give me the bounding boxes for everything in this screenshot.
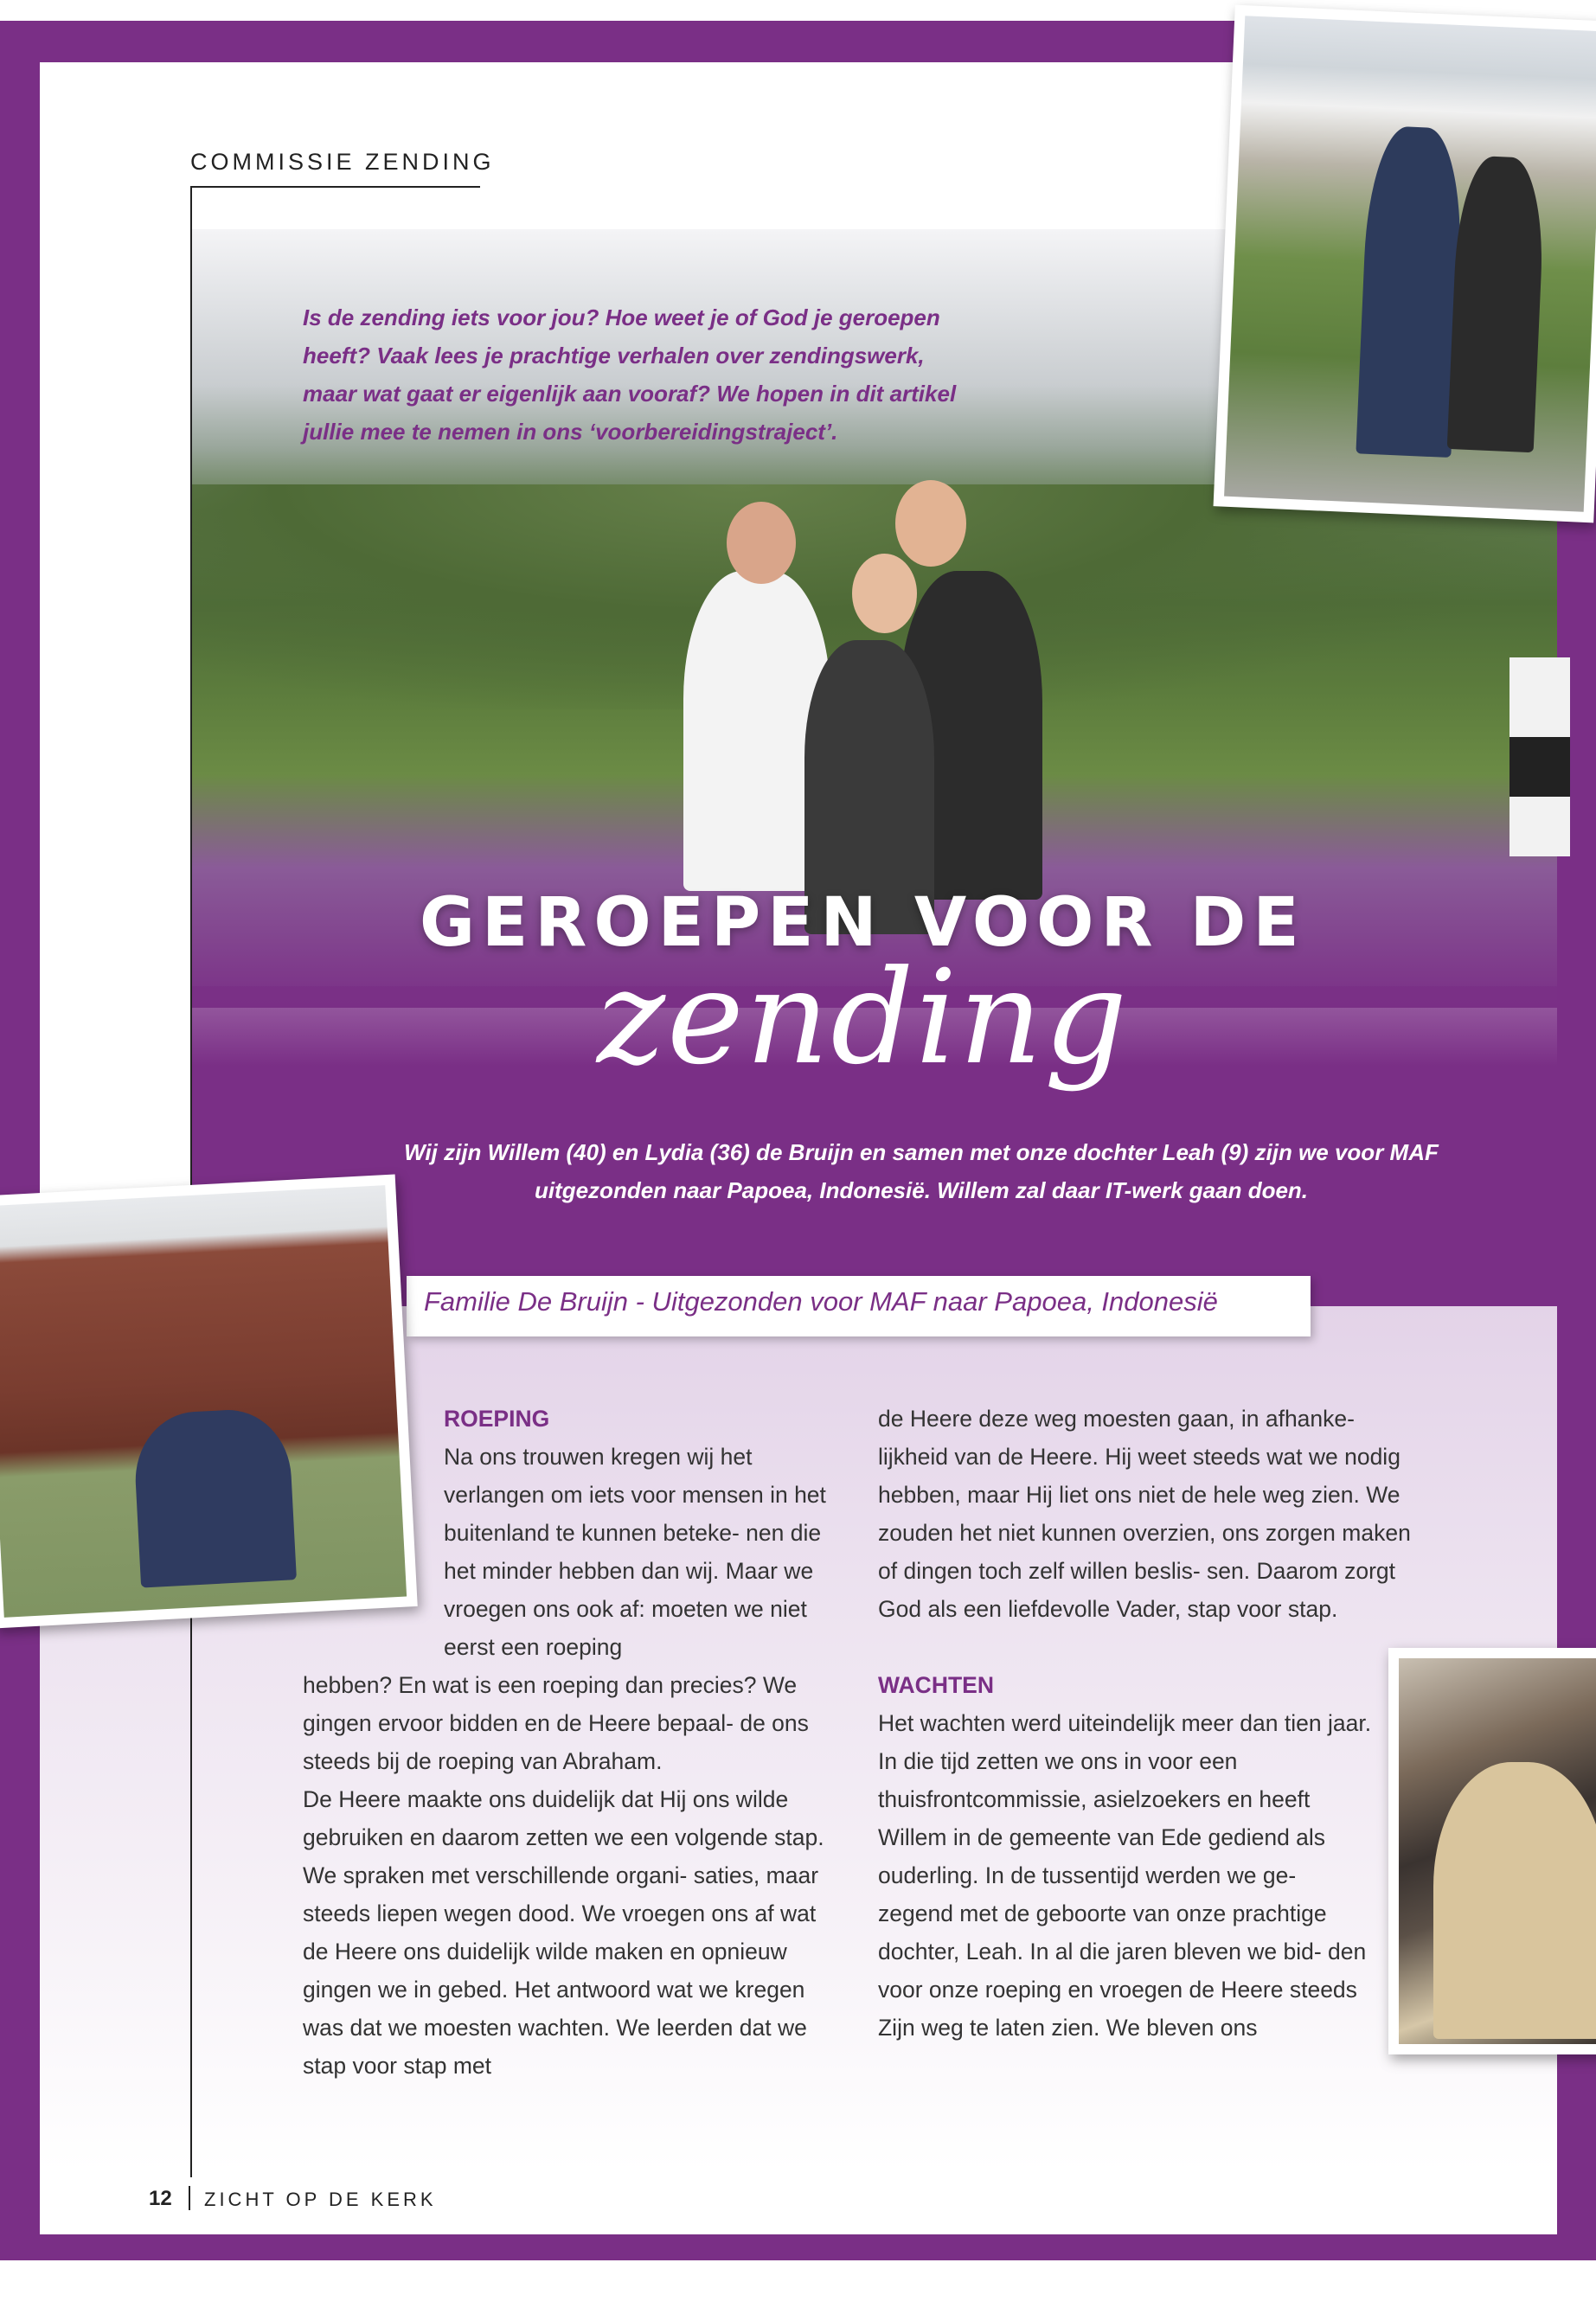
paragraph-wachten: Het wachten werd uiteindelijk meer dan tien jaar. In die tijd zetten we ons in voor een thuisfrontcommissie, asielzoekers en heeft Willem in de gemeente van Ede gediend als ouderling. In de tussentijd werden we ge- zegend met de geboorte van onze prachtige dochter, Leah. In al die jaren bleven we bid- den voor onze roeping en vroegen de Heere steeds Zijn weg te laten zien. We bleven ons: [878, 1710, 1372, 2041]
body-column-right: [878, 1400, 1414, 2047]
heading-roeping: ROEPING: [444, 1406, 550, 1432]
section-label: COMMISSIE ZENDING: [190, 149, 495, 175]
photo-figure-woman-at-desk: [1433, 1762, 1596, 2039]
paragraph-roeping-2: De Heere maakte ons duidelijk dat Hij ons wilde gebruiken en daarom zetten we een volgende stap. We spraken met verschillende organi- saties, maar steeds liepen wegen dood. We vroegen ons af wat de Heere ons duidelijk wilde maken en opnieuw gingen we in gebed. Het antwoord wat we kregen was dat we moesten wachten. We leerden dat we stap voor stap met: [303, 1786, 824, 2079]
photo-caption: Familie De Bruijn - Uitgezonden voor MAF naar Papoea, Indonesië: [424, 1286, 1218, 1317]
header-band: [40, 62, 1225, 229]
magazine-name: ZICHT OP DE KERK: [204, 2189, 437, 2210]
photo-woman-computer: [1388, 1648, 1596, 2054]
figure-father-head: [727, 502, 796, 584]
photo-figure-woman: [1447, 155, 1547, 452]
footer-separator: [189, 2186, 190, 2210]
heading-wachten: WACHTEN: [878, 1672, 994, 1698]
body-column-left: [303, 1400, 830, 2085]
paragraph-spacer: [878, 1628, 1414, 1666]
photo-woman-computer-image: [1399, 1658, 1596, 2044]
purple-frame-left: [0, 21, 40, 2244]
paragraph-roeping: hebben? En wat is een roeping dan precies? We gingen ervoor bidden en de Heere bepaal- de ons steeds bij de roeping van Abraham.: [303, 1672, 809, 1774]
road-post: [1509, 657, 1570, 856]
subtitle: Wij zijn Willem (40) en Lydia (36) de Bruijn en samen met onze dochter Leah (9) zijn we voor MAF uitgezonden naar Papoea, Indonesië. Willem zal daar IT-werk gaan doen.: [404, 1139, 1439, 1203]
headline-script: zending: [597, 943, 1130, 1093]
section-rule: [190, 186, 480, 188]
intro-text: Is de zending iets voor jou? Hoe weet je of God je geroepen heeft? Vaak lees je prachtige verhalen over zendingswerk, maar wat gaat er eigenlijk aan vooraf? We hopen in dit artikel jullie mee te nemen in ons ‘voorbereidingstraject’.: [303, 304, 957, 445]
figure-mother-head: [895, 480, 966, 567]
page-number: 12: [149, 2187, 172, 2210]
photo-school-couple: [1214, 5, 1596, 523]
paragraph-roeping-3: de Heere deze weg moesten gaan, in afhanke- lijkheid van de Heere. Hij weet steeds wat we nodig hebben, maar Hij liet ons niet de hele weg zien. We zouden het niet kunnen overzien, ons zorgen maken of dingen toch zelf willen beslis- sen. Daarom zorgt God als een liefdevolle Vader, stap voor stap.: [878, 1406, 1411, 1622]
paragraph-roeping-indented: Na ons trouwen kregen wij het verlangen om iets voor mensen in het buitenland te kunnen beteke- nen die het minder hebben dan wij. Maar we vroegen ons ook af: moeten we niet eerst een roeping: [444, 1444, 826, 1660]
headline: GEROEPEN VOOR DE: [420, 884, 1306, 962]
photo-figure-family: [132, 1407, 297, 1587]
photo-school-couple-image: [1224, 16, 1596, 512]
vertical-rule: [190, 188, 192, 2177]
figure-daughter-head: [852, 554, 917, 633]
purple-frame-bottom: [0, 2234, 1596, 2260]
